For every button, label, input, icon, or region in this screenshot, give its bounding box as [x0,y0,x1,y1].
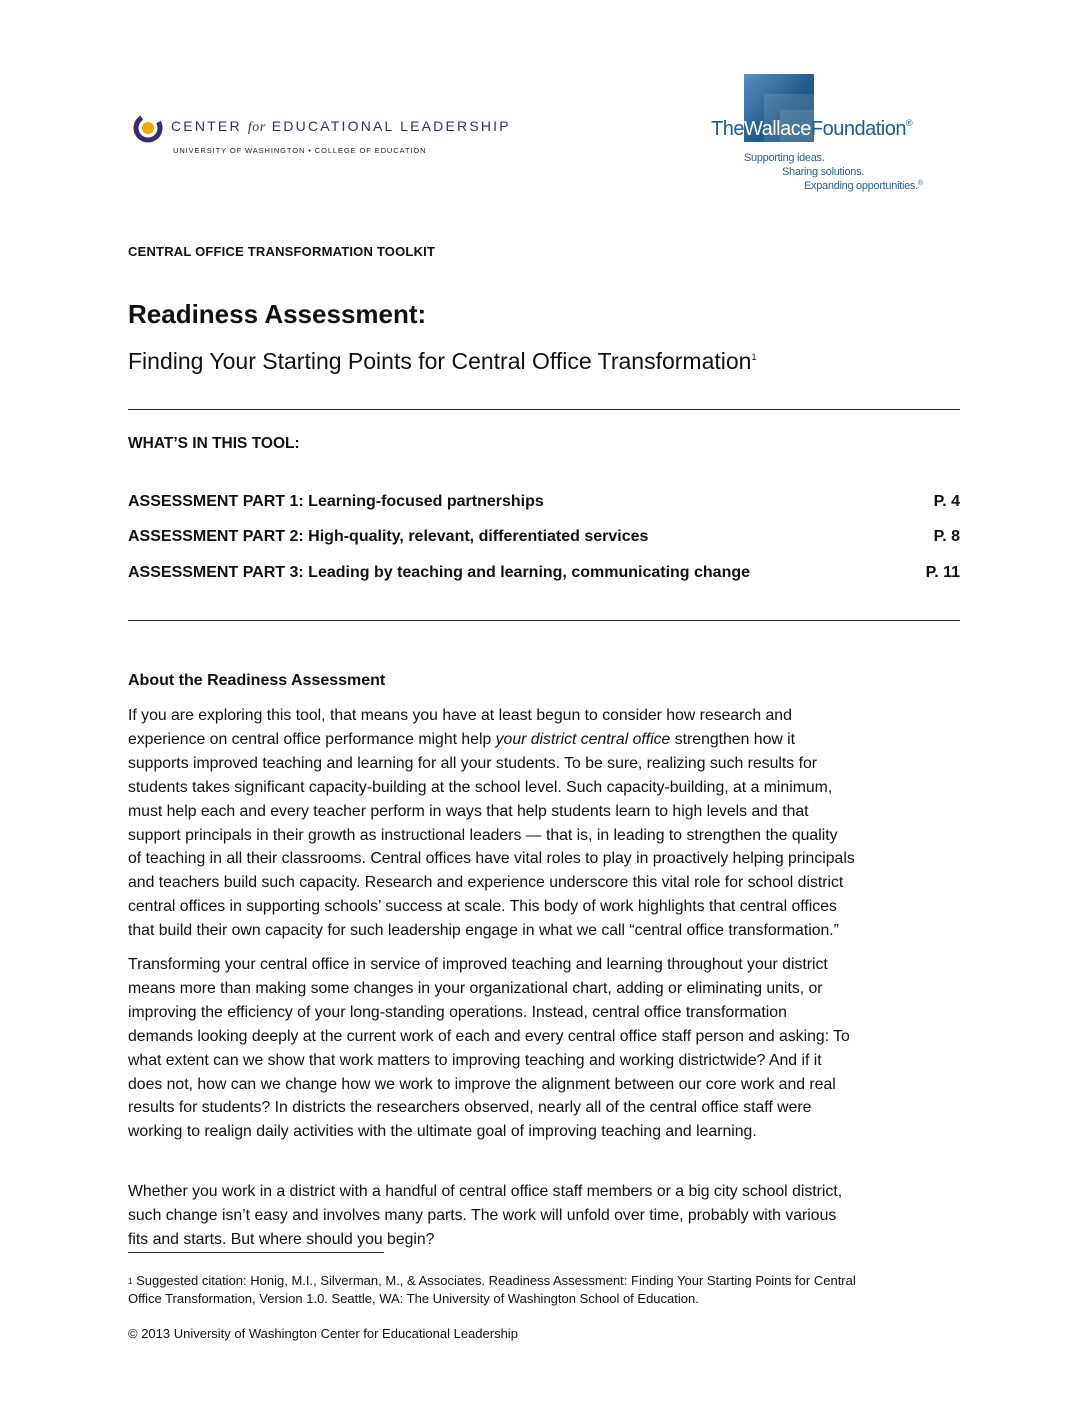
cel-logo [133,113,513,161]
toolkit-label: CENTRAL OFFICE TRANSFORMATION TOOLKIT [128,244,436,259]
toc-part-label: ASSESSMENT PART 3: Leading by teaching and learning, communicating change [128,564,751,581]
cel-name-before: CENTER [171,118,242,134]
paragraph-line: Transforming your central office in service of improved teaching and learning throughout your district [128,956,828,973]
paragraph-line: such change isn’t easy and involves many parts. The work will unfold over time, probably with various [128,1206,837,1224]
cel-name-for: for [247,120,266,135]
paragraph-line: central offices in supporting schools’ success at scale. This body of work highlights that central offices [128,898,837,916]
paragraph-line: If you are exploring this tool, that means you have at least begun to consider how research and [128,707,792,724]
toc-page-number: P. 8 [933,528,960,545]
toc-part-label: ASSESSMENT PART 2: High-quality, relevant, differentiated services [128,528,649,545]
toc-page-number: P. 11 [925,564,960,581]
wallace-the: The [711,118,744,140]
paragraph-line: does not, how can we change how we work to improve the alignment between our core work and real [128,1075,836,1093]
divider-top [128,409,960,410]
toc-heading: WHAT’S IN THIS TOOL: [128,435,300,452]
paragraph-line: must help each and every teacher perform in ways that help students learn to high levels and that [128,802,809,820]
document-title: Readiness Assessment: [128,299,427,329]
paragraph-line: what extent can we show that work matters to improving teaching and working districtwide? And if it [128,1051,822,1069]
wallace-tagline-3-text: Expanding opportunities. [804,180,918,192]
cel-name [171,118,511,136]
paragraph-line: students takes significant capacity-building at the school level. Such capacity-building, at a minimum, [128,778,833,796]
paragraph-line: that build their own capacity for such leadership engage in what we call “central office transformation.” [128,922,839,940]
wallace-logo [711,74,931,196]
footnote-line: Office Transformation, Version 1.0. Seattle, WA: The University of Washington School of Education. [128,1291,699,1306]
paragraph-emphasis: your district central office [495,730,671,748]
wallace-tagline-3-mark: ® [917,180,923,187]
copyright: © 2013 University of Washington Center for Educational Leadership [128,1326,518,1341]
paragraph-line: of teaching in all their classrooms. Central offices have vital roles to play in proactively helping principals [128,850,855,868]
paragraph-line: support principals in their growth as instructional leaders — that is, in leading to strengthen the quality [128,826,838,844]
cel-mark-icon [133,113,163,143]
about-paragraph-3 [128,1180,963,1252]
footnote-divider [128,1252,384,1253]
footnote-text: Suggested citation: Honig, M.I., Silverman, M., & Associates. Readiness Assessment: Finding Your Starting Points for Central [132,1273,856,1288]
paragraph-line-part: strengthen how it [670,730,796,748]
wallace-foundation: Foundation [810,118,906,140]
paragraph-line: results for students? In districts the researchers observed, nearly all of the central office staff were [128,1099,812,1117]
toc-page-number: P. 4 [933,493,960,510]
paragraph-line: improving the efficiency of your long-standing operations. Instead, central office transformation [128,1003,787,1021]
footnote [128,1272,963,1308]
toc-row [128,493,960,515]
cel-subline: UNIVERSITY OF WASHINGTON • COLLEGE OF EDUCATION [173,146,427,155]
about-paragraph-1 [128,704,963,943]
toc-part-label: ASSESSMENT PART 1: Learning-focused partnerships [128,493,544,510]
paragraph-line: Whether you work in a district with a handful of central office staff members or a big city school district, [128,1183,843,1200]
paragraph-line: means more than making some changes in your organizational chart, adding or eliminating units, or [128,979,823,997]
paragraph-line: working to realign daily activities with the ultimate goal of improving teaching and learning. [128,1123,757,1141]
document-subtitle [128,348,756,375]
paragraph-line-part: experience on central office performance might help [128,730,496,748]
paragraph-line: supports improved teaching and learning for all your students. To be sure, realizing such results for [128,754,817,772]
toc-row [128,564,960,586]
paragraph-line [128,728,963,752]
toc-row [128,528,960,550]
wallace-tagline-3 [804,180,923,192]
wallace-name [711,118,912,141]
document-subtitle-text: Finding Your Starting Points for Central Office Transformation [128,348,752,374]
paragraph-line: fits and starts. But where should you begin? [128,1230,435,1248]
subtitle-footnote-mark: 1 [751,352,757,362]
wallace-tagline-1: Supporting ideas. [744,152,825,164]
paragraph-line: and teachers build such capacity. Research and experience underscore this vital role for school district [128,874,844,892]
wallace-tagline-2: Sharing solutions. [782,166,865,178]
wallace-wallace: Wallace [743,118,811,140]
paragraph-line: demands looking deeply at the current work of each and every central office staff person and asking: To [128,1027,850,1045]
wallace-registered: ® [905,118,913,128]
divider-bottom [128,620,960,621]
about-paragraph-2 [128,953,963,1144]
about-heading: About the Readiness Assessment [128,672,386,689]
footnote-mark: 1 [128,1277,133,1286]
cel-name-after: EDUCATIONAL LEADERSHIP [271,118,511,134]
footnote-line [128,1272,963,1290]
